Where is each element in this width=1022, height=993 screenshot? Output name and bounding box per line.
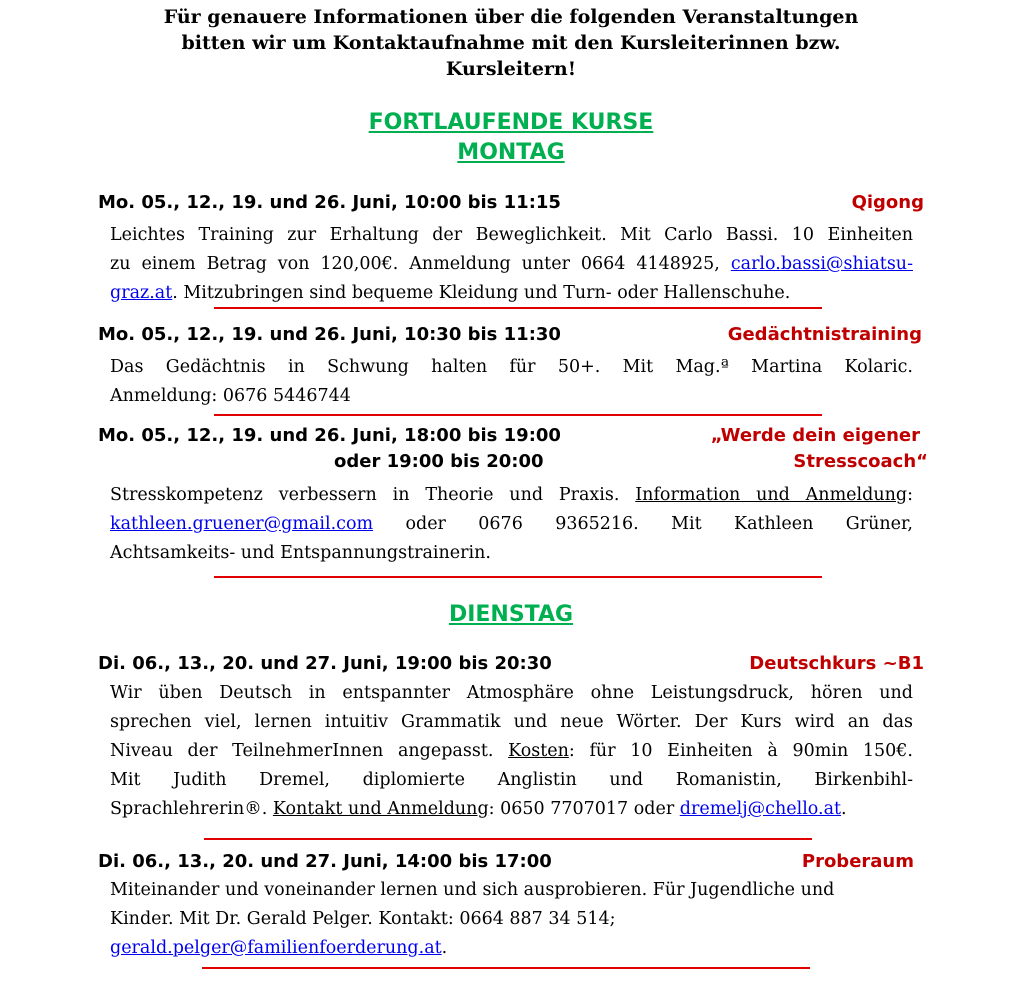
description-line (110, 481, 913, 510)
email-link[interactable]: graz.at (110, 283, 173, 303)
event-description-deutschkurs (110, 679, 913, 824)
description-line (110, 250, 913, 279)
intro-line: Kursleitern! (445, 58, 577, 80)
intro-line: Für genauere Informationen über die folgenden Veranstaltungen (163, 6, 859, 28)
event-header-qigong (98, 190, 924, 216)
description-line (110, 795, 913, 824)
description-text: . (841, 799, 847, 819)
event-description-qigong (110, 221, 913, 308)
description-line: sprechen viel, lernen intuitiv Grammatik und neue Wörter. Der Kurs wird an das (110, 712, 913, 732)
event-header-deutschkurs (98, 651, 924, 677)
description-line: Wir üben Deutsch in entspannter Atmosphäre ohne Leistungsdruck, hören und (110, 683, 913, 703)
course-title: „Werde dein eigener (710, 425, 920, 446)
event-header-stresscoach (98, 423, 924, 449)
event-header-proberaum (98, 849, 924, 875)
description-line: Kinder. Mit Dr. Gerald Pelger. Kontakt: 0664 887 34 514; (110, 909, 616, 929)
email-link[interactable]: carlo.bassi@shiatsu- (730, 254, 913, 274)
event-date: Di. 06., 13., 20. und 27. Juni, 14:00 bis 17:00 (98, 851, 552, 872)
description-text: . (441, 938, 448, 958)
description-text: zu einem Betrag von 120,00€. Anmeldung unter 0664 4148925, (110, 254, 731, 274)
intro-text (100, 4, 922, 82)
separator-line (214, 307, 822, 309)
description-line: Leichtes Training zur Erhaltung der Beweglichkeit. Mit Carlo Bassi. 10 Einheiten (110, 225, 913, 245)
underlined-text: Kontakt und Anmeldung (272, 799, 489, 819)
description-line: Achtsamkeits- und Entspannungstrainerin. (110, 543, 491, 563)
email-link[interactable]: kathleen.gruener@gmail.com (110, 514, 374, 534)
description-line: Anmeldung: 0676 5446744 (110, 386, 351, 406)
course-title: Qigong (851, 192, 924, 213)
event-date: Mo. 05., 12., 19. und 26. Juni, 10:00 bis 11:15 (98, 192, 561, 213)
email-link[interactable]: gerald.pelger@familienfoerderung.at (110, 938, 442, 958)
email-link[interactable]: dremelj@chello.at (679, 799, 842, 819)
section-heading-montag: MONTAG (457, 140, 565, 165)
course-title: Stresscoach“ (793, 451, 928, 472)
course-title: Gedächtnistraining (727, 324, 922, 345)
separator-line (214, 576, 822, 578)
section-heading-dienstag: DIENSTAG (448, 602, 574, 627)
course-title: Proberaum (801, 851, 914, 872)
event-time-alt: oder 19:00 bis 20:00 (334, 451, 544, 472)
course-title: Deutschkurs ~B1 (749, 653, 924, 674)
description-line (110, 737, 913, 766)
description-line: Das Gedächtnis in Schwung halten für 50+. Mit Mag.ª Martina Kolaric. (110, 357, 913, 377)
section-heading-fortlaufende-kurse: FORTLAUFENDE KURSE (368, 110, 654, 135)
event-date: Mo. 05., 12., 19. und 26. Juni, 18:00 bis 19:00 (98, 425, 561, 446)
description-text: oder 0676 9365216. Mit Kathleen Grüner, (373, 514, 913, 534)
description-text: Sprachlehrerin®. (110, 799, 273, 819)
description-text: : (907, 485, 913, 505)
separator-line (214, 414, 822, 416)
event-header-stresscoach-second (98, 449, 928, 475)
description-line (110, 934, 913, 963)
intro-line: bitten wir um Kontaktaufnahme mit den Kursleiterinnen bzw. (181, 32, 841, 54)
description-text: Niveau der TeilnehmerInnen angepasst. (110, 741, 509, 761)
description-text: . Mitzubringen sind bequeme Kleidung und Turn- oder Hallenschuhe. (172, 283, 791, 303)
description-text: Stresskompetenz verbessern in Theorie und Praxis. (110, 485, 636, 505)
event-date: Di. 06., 13., 20. und 27. Juni, 19:00 bis 20:30 (98, 653, 552, 674)
description-text: : für 10 Einheiten à 90min 150€. (568, 741, 913, 761)
event-description-gedaechtnistraining (110, 353, 913, 411)
description-line (110, 279, 913, 308)
event-date: Mo. 05., 12., 19. und 26. Juni, 10:30 bis 11:30 (98, 324, 561, 345)
description-text: : 0650 7707017 oder (488, 799, 680, 819)
separator-line (202, 967, 810, 969)
underlined-text: Kosten (508, 741, 569, 761)
underlined-text: Information und Anmeldung (635, 485, 908, 505)
description-line: Mit Judith Dremel, diplomierte Anglistin und Romanistin, Birkenbihl- (110, 770, 913, 790)
separator-line (204, 838, 812, 840)
event-description-stresscoach (110, 481, 913, 568)
event-header-gedaechtnistraining (98, 322, 924, 348)
description-line (110, 510, 913, 539)
description-line: Miteinander und voneinander lernen und sich ausprobieren. Für Jugendliche und (110, 880, 835, 900)
event-description-proberaum (110, 876, 913, 963)
